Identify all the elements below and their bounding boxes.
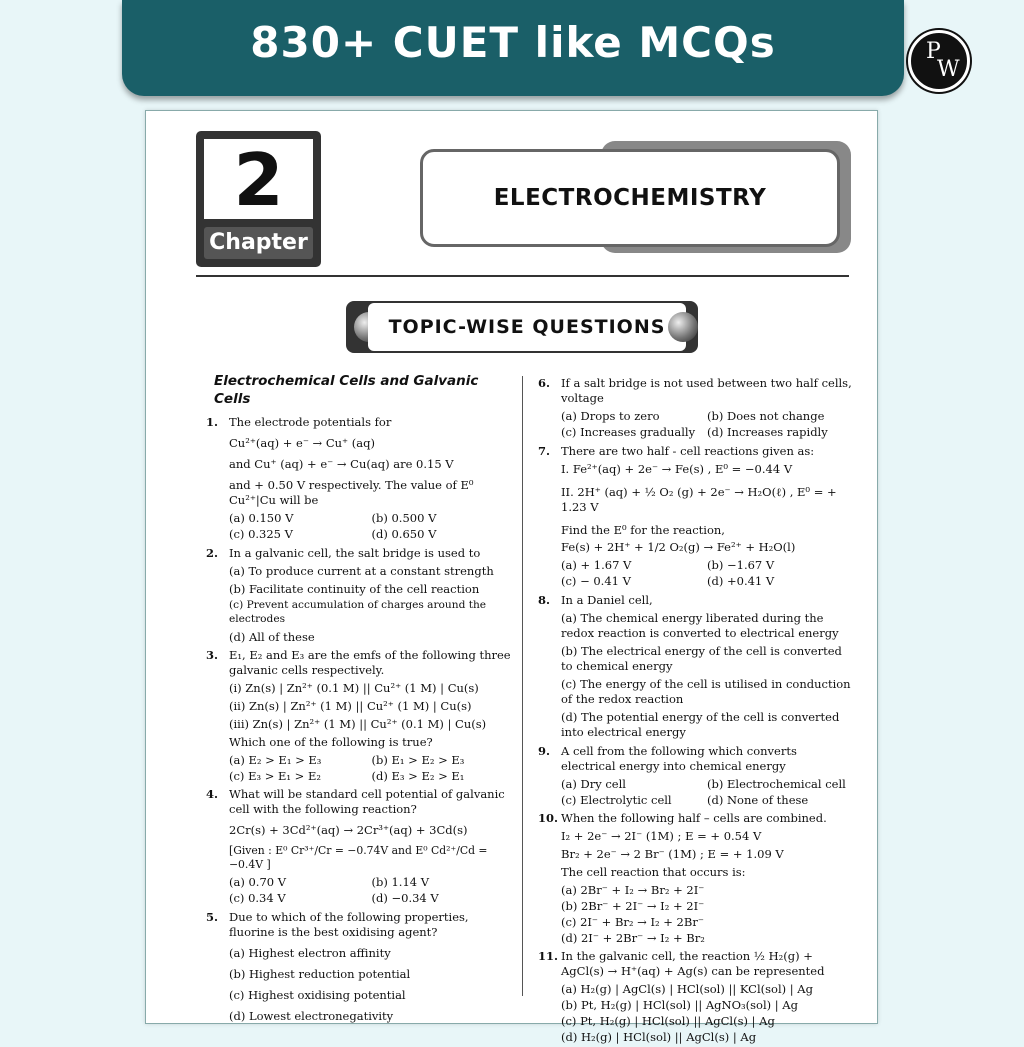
option: (b) Pt, H₂(g) | HCl(sol) || AgNO₃(sol) | Ag <box>561 997 798 1012</box>
pw-logo-icon <box>908 30 970 92</box>
option: (d) None of these <box>707 792 809 807</box>
equation: and + 0.50 V respectively. The value of E⁰ Cu²⁺|Cu will be <box>229 477 474 507</box>
question-6 <box>538 376 853 440</box>
question-number: 4. <box>206 787 219 802</box>
option: (d) Lowest electronegativity <box>229 1008 394 1023</box>
question-9 <box>538 744 853 808</box>
option: (b) Facilitate continuity of the cell reaction <box>229 581 480 596</box>
option: (d) −0.34 V <box>371 891 439 906</box>
question-prompt: The cell reaction that occurs is: <box>561 865 746 880</box>
question-10 <box>538 811 853 946</box>
question-text: When the following half – cells are combined. <box>561 811 827 826</box>
logo-letter-p: P <box>926 39 941 64</box>
option: (c) Pt, H₂(g) | HCl(sol) || AgCl(s) | Ag <box>561 1013 775 1028</box>
question-text: In the galvanic cell, the reaction ½ H₂(g) + AgCl(s) → H⁺(aq) + Ag(s) can be represented <box>561 948 825 978</box>
column-divider <box>522 376 523 996</box>
question-number: 3. <box>206 647 219 662</box>
question-text: If a salt bridge is not used between two half cells, voltage <box>561 376 852 405</box>
option: (b) 2Br⁻ + 2I⁻ → I₂ + 2I⁻ <box>561 899 705 914</box>
half-reaction: I₂ + 2e⁻ → 2I⁻ (1M) ; E = + 0.54 V <box>561 829 762 844</box>
option: (a) 0.70 V <box>229 875 287 890</box>
option: (b) 1.14 V <box>371 875 430 890</box>
half-reaction: II. 2H⁺ (aq) + ½ O₂ (g) + 2e⁻ → H₂O(ℓ) , E⁰ = + 1.23 V <box>561 484 837 514</box>
option: (a) 2Br⁻ + I₂ → Br₂ + 2I⁻ <box>561 883 705 898</box>
topic-header <box>346 301 698 353</box>
cell-notation: (ii) Zn(s) | Zn²⁺ (1 M) || Cu²⁺ (1 M) | Cu(s) <box>229 698 472 713</box>
option: (d) 0.650 V <box>371 526 437 541</box>
question-number: 6. <box>538 376 551 390</box>
cell-notation: (i) Zn(s) | Zn²⁺ (0.1 M) || Cu²⁺ (1 M) | Cu(s) <box>229 680 479 695</box>
right-column <box>538 373 853 1047</box>
banner-title: 830+ CUET like MCQs <box>250 18 776 67</box>
option: (c) 0.325 V <box>229 526 293 541</box>
question-number: 9. <box>538 743 551 758</box>
option: (a) Dry cell <box>561 776 626 791</box>
option: (b) Does not change <box>707 408 825 423</box>
logo-letter-w: W <box>937 57 960 82</box>
option: (c) 2I⁻ + Br₂ → I₂ + 2Br⁻ <box>561 915 704 930</box>
option: (c) Increases gradually <box>561 424 696 439</box>
half-reaction: Br₂ + 2e⁻ → 2 Br⁻ (1M) ; E = + 1.09 V <box>561 847 784 862</box>
right-sphere-icon <box>668 312 698 342</box>
question-number: 11. <box>538 948 559 963</box>
question-number: 1. <box>206 415 219 430</box>
option: (d) +0.41 V <box>707 574 775 589</box>
question-text: Due to which of the following properties, fluorine is the best oxidising agent? <box>229 910 469 940</box>
question-text: E₁, E₂ and E₃ are the emfs of the following three galvanic cells respectively. <box>229 647 511 677</box>
question-number: 7. <box>538 443 551 458</box>
question-7 <box>538 444 853 590</box>
option: (a) The chemical energy liberated during the redox reaction is converted to electrical energy <box>561 611 839 641</box>
chapter-title: ELECTROCHEMISTRY <box>420 149 840 247</box>
question-1 <box>206 415 514 542</box>
option: (d) E₃ > E₂ > E₁ <box>371 768 465 783</box>
question-number: 10. <box>538 811 559 826</box>
section-title: Electrochemical Cells and Galvanic Cells <box>214 373 479 407</box>
left-column <box>206 373 514 1027</box>
option: (c) 0.34 V <box>229 891 286 906</box>
question-3 <box>206 648 514 784</box>
half-reaction: I. Fe²⁺(aq) + 2e⁻ → Fe(s) , E⁰ = −0.44 V <box>561 461 793 476</box>
option: (c) − 0.41 V <box>561 574 631 589</box>
question-2 <box>206 546 514 645</box>
equation: and Cu⁺ (aq) + e⁻ → Cu(aq) are 0.15 V <box>229 456 454 471</box>
option: (b) The electrical energy of the cell is converted to chemical energy <box>561 644 842 673</box>
question-text: The electrode potentials for <box>229 415 392 430</box>
question-text: In a galvanic cell, the salt bridge is used to <box>229 545 481 560</box>
topic-header-label: TOPIC-WISE QUESTIONS <box>368 303 686 351</box>
chapter-label: Chapter <box>204 227 313 259</box>
option: (c) Prevent accumulation of charges around the electrodes <box>229 599 487 626</box>
question-text: A cell from the following which converts electrical energy into chemical energy <box>561 743 797 773</box>
option: (a) Highest electron affinity <box>229 946 391 961</box>
option: (c) Electrolytic cell <box>561 792 672 807</box>
question-4 <box>206 787 514 906</box>
question-5 <box>206 910 514 1024</box>
equation: Fe(s) + 2H⁺ + 1/2 O₂(g) → Fe²⁺ + H₂O(l) <box>561 540 796 555</box>
document-page <box>145 110 878 1044</box>
question-text: There are two half - cell reactions given as: <box>561 443 815 458</box>
option: (d) H₂(g) | HCl(sol) || AgCl(s) | Ag <box>561 1029 757 1044</box>
question-8 <box>538 593 853 739</box>
header-banner <box>122 0 904 96</box>
given-values: [Given : E⁰ Cr³⁺/Cr = −0.74V and E⁰ Cd²⁺/Cd = −0.4V ] <box>229 844 488 872</box>
question-number: 2. <box>206 545 219 560</box>
equation: 2Cr(s) + 3Cd²⁺(aq) → 2Cr³⁺(aq) + 3Cd(s) <box>229 823 468 838</box>
option: (a) H₂(g) | AgCl(s) | HCl(sol) || KCl(sol) | Ag <box>561 981 813 996</box>
question-text: In a Daniel cell, <box>561 593 653 608</box>
equation: Cu²⁺(aq) + e⁻ → Cu⁺ (aq) <box>229 436 375 451</box>
option: (b) E₁ > E₂ > E₃ <box>371 752 465 767</box>
chapter-number: 2 <box>204 139 313 219</box>
option: (c) Highest oxidising potential <box>229 987 406 1002</box>
header-rule <box>196 275 849 277</box>
question-11 <box>538 949 853 1045</box>
question-prompt: Which one of the following is true? <box>229 734 433 749</box>
option: (a) To produce current at a constant strength <box>229 563 494 578</box>
option: (a) Drops to zero <box>561 408 660 423</box>
question-text: What will be standard cell potential of galvanic cell with the following reaction? <box>229 787 505 817</box>
chapter-badge <box>196 131 321 267</box>
option: (d) 2I⁻ + 2Br⁻ → I₂ + Br₂ <box>561 931 705 945</box>
question-prompt: Find the E⁰ for the reaction, <box>561 522 725 537</box>
cell-notation: (iii) Zn(s) | Zn²⁺ (1 M) || Cu²⁺ (0.1 M) | Cu(s) <box>229 716 487 731</box>
option: (a) + 1.67 V <box>561 558 632 573</box>
option: (b) Highest reduction potential <box>229 967 411 981</box>
option: (c) The energy of the cell is utilised in conduction of the redox reaction <box>561 676 851 706</box>
option: (b) 0.500 V <box>371 510 437 525</box>
option: (b) Electrochemical cell <box>707 776 846 791</box>
option: (d) Increases rapidly <box>707 424 828 439</box>
question-number: 8. <box>538 593 551 608</box>
option: (d) The potential energy of the cell is converted into electrical energy <box>561 709 840 739</box>
option: (a) 0.150 V <box>229 510 294 525</box>
option: (b) −1.67 V <box>707 558 775 573</box>
question-number: 5. <box>206 910 219 925</box>
option: (d) All of these <box>229 630 315 644</box>
option: (a) E₂ > E₁ > E₃ <box>229 752 322 767</box>
option: (c) E₃ > E₁ > E₂ <box>229 768 321 783</box>
